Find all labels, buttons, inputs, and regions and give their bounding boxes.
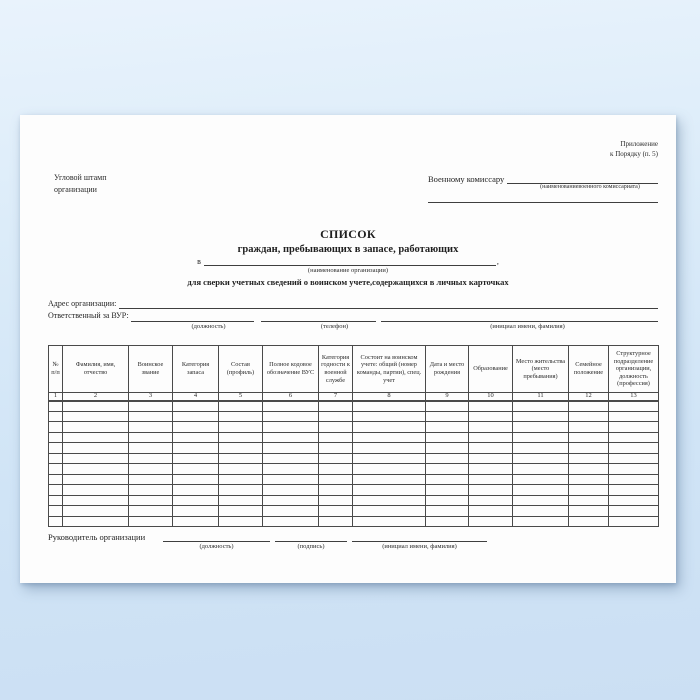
empty-cell (609, 453, 659, 464)
corner-stamp-note (54, 172, 106, 197)
empty-cell (426, 432, 469, 443)
document-title: СПИСОК (320, 227, 376, 241)
empty-cell (609, 422, 659, 433)
empty-cell (569, 422, 609, 433)
table-row (49, 474, 659, 485)
empty-cell (469, 443, 513, 454)
empty-cell (319, 401, 353, 412)
empty-cell (569, 443, 609, 454)
empty-cell (173, 485, 219, 496)
empty-cell (219, 495, 263, 506)
appendix-note (610, 139, 658, 159)
empty-cell (49, 464, 63, 475)
empty-cell (219, 453, 263, 464)
address-label: Адрес организации: (48, 299, 117, 308)
empty-cell (469, 432, 513, 443)
empty-cell (353, 453, 426, 464)
table-row (49, 485, 659, 496)
empty-cell (513, 464, 569, 475)
empty-cell (129, 432, 173, 443)
commissar-name-blank (507, 174, 658, 184)
empty-cell (513, 432, 569, 443)
col-header-marital-status: Семейное положение (569, 346, 609, 393)
col-header-military-registration: Состоит на воинском учете: общий (номер команды, партии), спец. учет (353, 346, 426, 393)
empty-cell (219, 474, 263, 485)
empty-cell (426, 506, 469, 517)
title-block (20, 227, 676, 287)
empty-cell (609, 485, 659, 496)
empty-cell (173, 422, 219, 433)
empty-cell (263, 464, 319, 475)
empty-cell (426, 485, 469, 496)
position-hint: (должность) (191, 322, 226, 330)
col-header-fio: Фамилия, имя, отчество (63, 346, 129, 393)
empty-cell (63, 485, 129, 496)
empty-cell (173, 453, 219, 464)
table-row (49, 422, 659, 433)
document-sheet (20, 115, 676, 583)
empty-cell (173, 411, 219, 422)
empty-cell (263, 443, 319, 454)
empty-cell (319, 443, 353, 454)
info-block (48, 299, 658, 330)
col-header-education: Образование (469, 346, 513, 393)
col-num: 1 (49, 393, 63, 401)
empty-cell (426, 443, 469, 454)
empty-cell (49, 432, 63, 443)
empty-cell (49, 506, 63, 517)
empty-cell (263, 495, 319, 506)
table-row (49, 443, 659, 454)
empty-cell (63, 432, 129, 443)
name-hint: (инициал имени, фамилия) (490, 322, 565, 330)
empty-cell (263, 516, 319, 527)
empty-cell (319, 516, 353, 527)
empty-cell (469, 516, 513, 527)
signature-block (48, 532, 658, 550)
empty-cell (426, 422, 469, 433)
empty-cell (513, 506, 569, 517)
empty-cell (173, 464, 219, 475)
empty-cell (319, 506, 353, 517)
empty-cell (63, 411, 129, 422)
empty-cell (263, 453, 319, 464)
empty-cell (263, 422, 319, 433)
empty-cell (609, 443, 659, 454)
col-num: 11 (513, 393, 569, 401)
empty-cell (219, 516, 263, 527)
empty-cell (219, 401, 263, 412)
empty-cell (353, 422, 426, 433)
empty-cell (426, 453, 469, 464)
head-name-blank (352, 532, 487, 542)
empty-cell (263, 474, 319, 485)
empty-cell (219, 411, 263, 422)
empty-cell (569, 464, 609, 475)
col-num: 9 (426, 393, 469, 401)
empty-cell (513, 453, 569, 464)
empty-cell (353, 401, 426, 412)
empty-cell (513, 516, 569, 527)
empty-cell (609, 411, 659, 422)
empty-cell (609, 432, 659, 443)
empty-cell (513, 411, 569, 422)
empty-cell (63, 464, 129, 475)
empty-cell (63, 495, 129, 506)
empty-cell (569, 453, 609, 464)
empty-cell (513, 422, 569, 433)
empty-cell (173, 506, 219, 517)
col-num: 5 (219, 393, 263, 401)
empty-cell (173, 432, 219, 443)
empty-cell (426, 411, 469, 422)
empty-cell (609, 474, 659, 485)
empty-cell (353, 411, 426, 422)
empty-cell (319, 411, 353, 422)
empty-cell (263, 401, 319, 412)
col-header-composition: Состав (профиль) (219, 346, 263, 393)
empty-cell (426, 401, 469, 412)
empty-cell (569, 432, 609, 443)
empty-cell (49, 401, 63, 412)
empty-cell (263, 485, 319, 496)
table-row (49, 516, 659, 527)
empty-cell (49, 485, 63, 496)
document-purpose: для сверки учетных сведений о воинском учете,содержащихся в личных карточках (187, 277, 509, 287)
empty-cell (129, 453, 173, 464)
empty-cell (319, 432, 353, 443)
empty-cell (513, 485, 569, 496)
empty-cell (219, 506, 263, 517)
head-position-blank (163, 532, 270, 542)
col-num: 2 (63, 393, 129, 401)
table-row (49, 464, 659, 475)
empty-cell (129, 464, 173, 475)
appendix-line1: Приложение (620, 140, 658, 148)
empty-cell (219, 485, 263, 496)
empty-cell (569, 474, 609, 485)
col-header-reserve-category: Категория запаса (173, 346, 219, 393)
empty-cell (513, 401, 569, 412)
table-row (49, 401, 659, 412)
empty-cell (129, 443, 173, 454)
empty-cell (63, 453, 129, 464)
empty-cell (426, 495, 469, 506)
empty-cell (319, 495, 353, 506)
document-subtitle: граждан, пребывающих в запасе, работающих (237, 244, 459, 255)
empty-cell (426, 516, 469, 527)
empty-cell (319, 485, 353, 496)
empty-cell (49, 453, 63, 464)
col-header-num: № п/п (49, 346, 63, 393)
empty-cell (469, 474, 513, 485)
head-signature-hint: (подпись) (297, 543, 325, 550)
empty-cell (426, 474, 469, 485)
table-row (49, 495, 659, 506)
head-position-hint: (должность) (199, 543, 234, 550)
table-empty-rows (49, 401, 659, 527)
address-blank (119, 300, 658, 309)
empty-cell (173, 516, 219, 527)
table-row (49, 411, 659, 422)
empty-cell (469, 422, 513, 433)
empty-cell (469, 464, 513, 475)
empty-cell (609, 506, 659, 517)
empty-cell (569, 506, 609, 517)
empty-cell (513, 443, 569, 454)
responsible-label: Ответственный за ВУР: (48, 311, 129, 321)
empty-cell (219, 464, 263, 475)
commissar-second-blank (428, 190, 658, 203)
col-header-residence: Место жительства (место пребывания) (513, 346, 569, 393)
empty-cell (513, 495, 569, 506)
empty-cell (609, 401, 659, 412)
head-of-organization-label: Руководитель организации (48, 532, 146, 542)
empty-cell (513, 474, 569, 485)
table-row (49, 432, 659, 443)
empty-cell (353, 443, 426, 454)
empty-cell (63, 474, 129, 485)
empty-cell (173, 401, 219, 412)
empty-cell (469, 506, 513, 517)
empty-cell (353, 516, 426, 527)
empty-cell (469, 453, 513, 464)
empty-cell (63, 506, 129, 517)
col-num: 12 (569, 393, 609, 401)
table-number-row (49, 393, 659, 401)
commissar-label: Военному комиссару (428, 174, 505, 184)
empty-cell (63, 516, 129, 527)
col-num: 10 (469, 393, 513, 401)
empty-cell (319, 422, 353, 433)
empty-cell (63, 422, 129, 433)
empty-cell (173, 474, 219, 485)
empty-cell (173, 495, 219, 506)
empty-cell (569, 401, 609, 412)
empty-cell (609, 495, 659, 506)
col-header-vus-code: Полное кодовое обозначение ВУС (263, 346, 319, 393)
appendix-line2: к Порядку (п. 5) (610, 150, 658, 159)
empty-cell (219, 443, 263, 454)
col-header-department: Структурное подразделение организации, должность (профессия) (609, 346, 659, 393)
empty-cell (353, 485, 426, 496)
empty-cell (49, 422, 63, 433)
table-header-row (49, 346, 659, 393)
org-name-blank (204, 257, 496, 266)
empty-cell (353, 495, 426, 506)
empty-cell (173, 443, 219, 454)
org-name-hint: (наименование организации) (307, 267, 389, 274)
empty-cell (129, 485, 173, 496)
col-header-fitness-category: Категория годности к военной службе (319, 346, 353, 393)
empty-cell (569, 411, 609, 422)
col-num: 7 (319, 393, 353, 401)
table-row (49, 453, 659, 464)
empty-cell (49, 495, 63, 506)
table-row (49, 506, 659, 517)
empty-cell (129, 495, 173, 506)
col-num: 6 (263, 393, 319, 401)
head-name-hint: (инициал имени, фамилия) (382, 543, 457, 550)
empty-cell (319, 464, 353, 475)
roster-table (48, 345, 659, 527)
empty-cell (263, 432, 319, 443)
commissar-block (428, 174, 658, 203)
empty-cell (569, 495, 609, 506)
empty-cell (319, 453, 353, 464)
empty-cell (49, 516, 63, 527)
empty-cell (609, 516, 659, 527)
empty-cell (353, 464, 426, 475)
empty-cell (129, 516, 173, 527)
empty-cell (469, 495, 513, 506)
commissar-hint: (наименованиевоенного комиссариата) (540, 184, 640, 190)
empty-cell (609, 464, 659, 475)
col-num: 8 (353, 393, 426, 401)
responsible-position-blank (131, 313, 254, 322)
empty-cell (49, 443, 63, 454)
corner-stamp-line1: Угловой штамп (54, 173, 107, 182)
empty-cell (129, 401, 173, 412)
empty-cell (353, 474, 426, 485)
col-num: 4 (173, 393, 219, 401)
col-header-rank: Воинское звание (129, 346, 173, 393)
empty-cell (263, 411, 319, 422)
empty-cell (353, 506, 426, 517)
empty-cell (129, 474, 173, 485)
org-prefix: в (197, 257, 201, 266)
empty-cell (63, 401, 129, 412)
org-suffix: , (496, 257, 499, 266)
empty-cell (129, 422, 173, 433)
col-num: 3 (129, 393, 173, 401)
empty-cell (263, 506, 319, 517)
col-header-birth: Дата и место рождения (426, 346, 469, 393)
empty-cell (129, 506, 173, 517)
empty-cell (469, 411, 513, 422)
empty-cell (569, 516, 609, 527)
empty-cell (426, 464, 469, 475)
empty-cell (469, 485, 513, 496)
empty-cell (353, 432, 426, 443)
empty-cell (49, 474, 63, 485)
responsible-phone-blank (261, 313, 376, 322)
empty-cell (63, 443, 129, 454)
empty-cell (219, 422, 263, 433)
corner-stamp-line2: организации (54, 185, 97, 195)
empty-cell (219, 432, 263, 443)
empty-cell (129, 411, 173, 422)
phone-hint: (телефон) (320, 322, 349, 330)
empty-cell (469, 401, 513, 412)
head-signature-blank (275, 532, 347, 542)
responsible-name-blank (381, 313, 658, 322)
col-num: 13 (609, 393, 659, 401)
empty-cell (49, 411, 63, 422)
empty-cell (319, 474, 353, 485)
empty-cell (569, 485, 609, 496)
